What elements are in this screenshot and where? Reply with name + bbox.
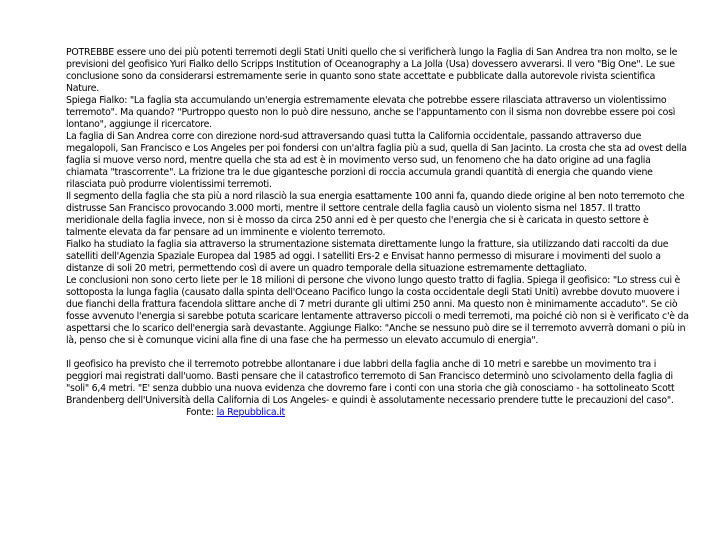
paragraph-conclusions: Le conclusioni non sono certo liete per le 18 milioni di persone che vivono lungo questo tratto di faglia. Spiega il geofisico: "Lo stress cui è sottoposta la lunga faglia (causato dalla spinta dell'Oceano Pacifico lungo la costa occidentale degli Stati Uniti) avrebbe dovuto muovere i due fianchi della frattura facendola slittare anche di 7 metri durante gli ultimi 250 anni. Ma questo non è minimamente accaduto". Se ciò fosse avvenuto l'energia si sarebbe potuta scaricare lentamente attraverso piccoli o medi terremoti, ma poiché ciò non si è verificato c'è da aspettarsi che lo scarico dell'energia sarà devastante. Aggiunge Fialko: "Anche se nessuno può dire se il terremoto avverrà domani o più in là, penso che si è comunque vicini alla fine di una fase che ha permesso un elevato accumulo di energia". [66,275,689,346]
paragraph-prediction [66,359,690,419]
paragraph-prediction-text: Il geofisico ha previsto che il terremoto potrebbe allontanare i due labbri della faglia anche di 10 metri e sarebbe un movimento tra i peggiori mai registrati dall'uomo. Basti pensare che il catastrofico terremoto di San Francisco determinò uno scivolamento della faglia di "soli" 6,4 metri. "E' senza dubbio una nuova evidenza che dovremo fare i conti con una storia che già conosciamo - ha sottolineato Scott Brandenberg dell'Università della California di Los Angeles- e quindi è assolutamente necessario prendere tutte le precauzioni del caso". [66,359,675,406]
paragraph-fialko-quote: Spiega Fialko: "La faglia sta accumulando un'energia estremamente elevata che potrebbe essere rilasciata attraverso un violentissimo terremoto". Ma quando? "Purtroppo questo non lo può dire nessuno, anche se l'appuntamento con il sisma non dovrebbe essere poi così lontano", aggiunge il ricercatore. [66,95,676,130]
paragraph-fault-history: Il segmento della faglia che sta più a nord rilasciò la sua energia esattamente 100 anni fa, quando diede origine al ben noto terremoto che distrusse San Francisco provocando 3.000 morti, mentre il settore centrale della faglia causò un violento sisma nel 1857. Il tratto meridionale della faglia invece, non si è mosso da circa 250 anni ed è per questo che l'energia che si è caricata in questo settore è talmente elevata da far pensare ad un imminente e violento terremoto. [66,191,685,238]
article-body [66,47,690,419]
paragraph-satellite-study: Fialko ha studiato la faglia sia attraverso la strumentazione sistemata direttamente lungo la fratture, sia utilizzando dati raccolti da due satelliti dell'Agenzia Spaziale Europea dal 1985 ad oggi. I satelliti Ers-2 e Envisat hanno permesso di misurare i movimenti del suolo a distanze di soli 20 metri, permettendo così di avere un quadro temporale della situazione estremamente dettagliato. [66,239,669,274]
source-link[interactable]: la Repubblica.it [216,407,285,418]
paragraph-fault-description: La faglia di San Andrea corre con direzione nord-sud attraversando quasi tutta la California occidentale, passando attraverso due megalopoli, San Francisco e Los Angeles per poi fondersi con un'altra faglia più a sud, quella di San Jacinto. La crosta che sta ad ovest della faglia si muove verso nord, mentre quella che sta ad est è in movimento verso sud, un fenomeno che ha dato origine ad una faglia chiamata "trascorrente". La frizione tra le due gigantesche porzioni di roccia accumula grandi quantità di energia che quando viene rilasciata può produrre violentissimi terremoti. [66,131,687,190]
paragraph-intro: POTREBBE essere uno dei più potenti terremoti degli Stati Uniti quello che si verificherà lungo la Faglia di San Andrea tra non molto, se le previsioni del geofisico Yuri Fialko dello Scripps Institution of Oceanography a La Jolla (Usa) dovessero avverarsi. Il vero "Big One". Le sue conclusione sono da considerarsi estremamente serie in quanto sono state accettate e pubblicate dalla autorevole rivista scientifica Nature. [66,47,678,94]
source-label: Fonte: [186,407,214,418]
